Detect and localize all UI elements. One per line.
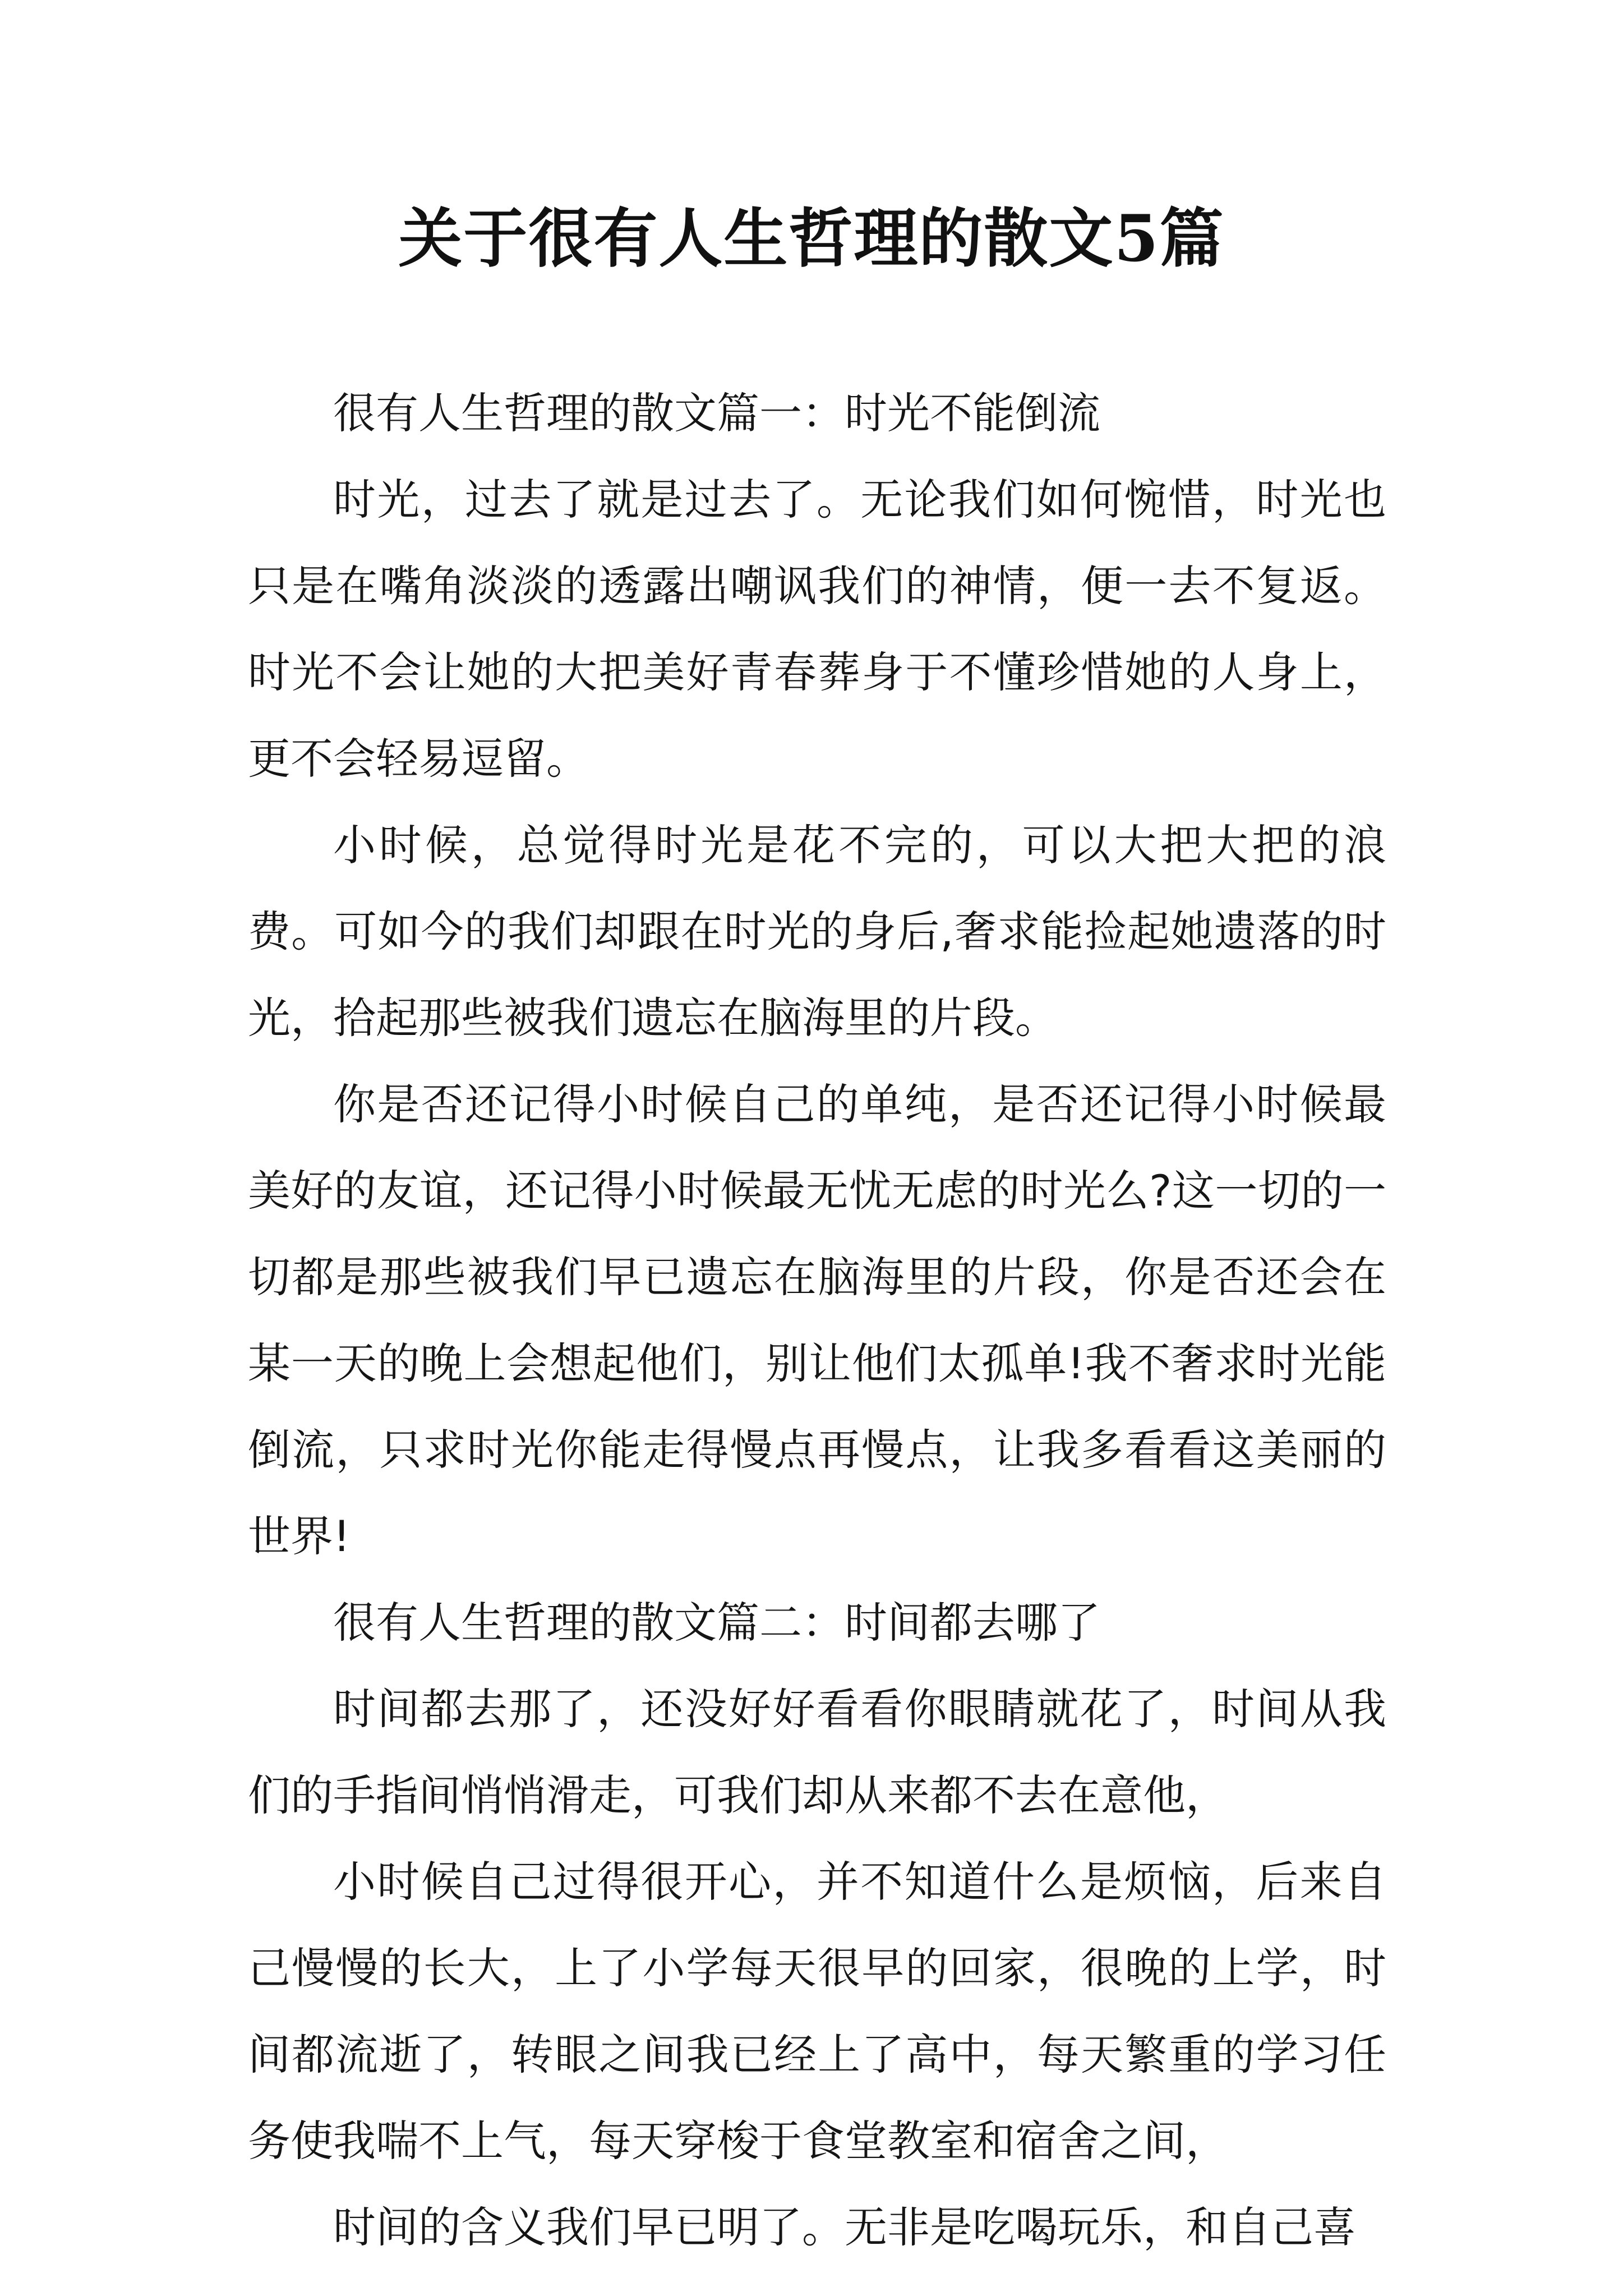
paragraph: 你是否还记得小时候自己的单纯，是否还记得小时候最美好的友谊，还记得小时候最无忧无虑的时光么?这一切的一切都是那些被我们早已遗忘在脑海里的片段，你是否还会在某一天的晚上会想起他们，别让他们太孤单!我不奢求时光能倒流，只求时光你能走得慢点再慢点，让我多看看这美丽的世界! [248, 1079, 1386, 1561]
section-heading-2: 很有人生哲理的散文篇二：时间都去哪了 [333, 1598, 1100, 1648]
document-title: 关于很有人生哲理的散文5篇 [398, 201, 1225, 276]
paragraph: 时光，过去了就是过去了。无论我们如何惋惜，时光也只是在嘴角淡淡的透露出嘲讽我们的神情，便一去不复返。时光不会让她的大把美好青春葬身于不懂珍惜她的人身上，更不会轻易逗留。 [248, 475, 1386, 784]
paragraph: 时间都去那了，还没好好看看你眼睛就花了，时间从我们的手指间悄悄滑走，可我们却从来都不去在意他， [248, 1684, 1386, 1820]
paragraph: 小时候自己过得很开心，并不知道什么是烦恼，后来自己慢慢的长大，上了小学每天很早的回家，很晚的上学，时间都流逝了，转眼之间我已经上了高中，每天繁重的学习任务使我喘不上气，每天穿梭于食堂教室和宿舍之间， [248, 1857, 1386, 2166]
paragraph: 时间的含义我们早已明了。无非是吃喝玩乐，和自己喜 [333, 2202, 1356, 2252]
section-heading-1: 很有人生哲理的散文篇一：时光不能倒流 [333, 388, 1100, 438]
paragraph: 小时候，总觉得时光是花不完的，可以大把大把的浪费。可如今的我们却跟在时光的身后,奢求能捡起她遗落的时光，拾起那些被我们遗忘在脑海里的片段。 [248, 820, 1386, 1043]
document-body [248, 370, 1386, 2271]
